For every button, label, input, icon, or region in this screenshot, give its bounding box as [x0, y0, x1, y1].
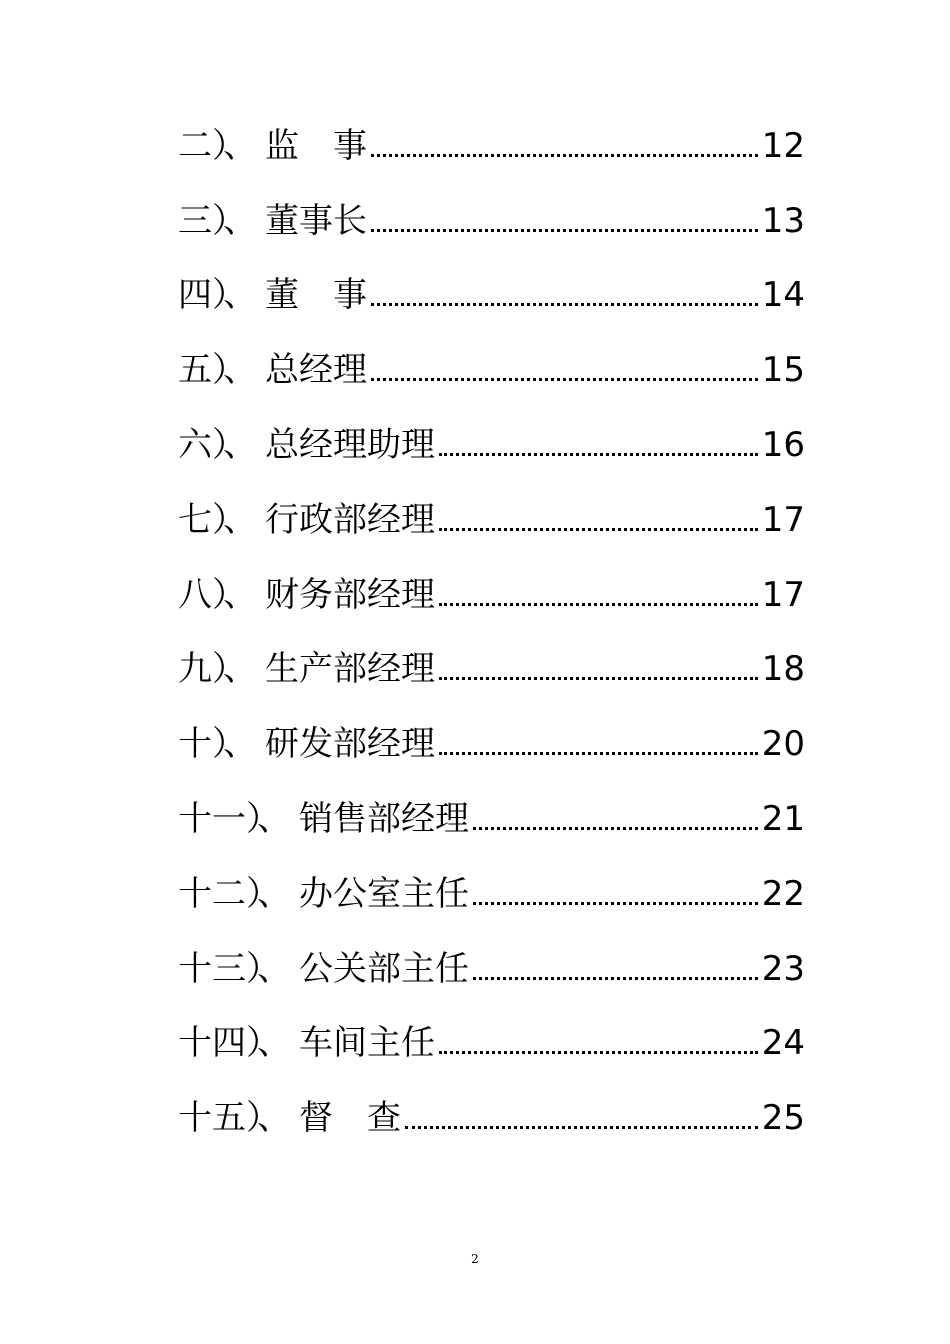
toc-entry-number: 八	[178, 574, 212, 615]
toc-entry[interactable]	[178, 1072, 805, 1147]
toc-entry[interactable]	[178, 175, 805, 250]
toc-dot-leader	[473, 790, 758, 848]
toc-entry-page: 14	[761, 275, 805, 316]
toc-entry-number: 十三	[178, 948, 246, 989]
toc-entry-punctuation: ）、	[212, 499, 251, 540]
toc-entry[interactable]	[178, 698, 805, 773]
toc-entry-page: 25	[761, 1098, 805, 1139]
toc-entry[interactable]	[178, 848, 805, 923]
toc-entry-number: 五	[178, 350, 212, 391]
toc-entry-page: 12	[761, 125, 805, 166]
toc-entry-page: 23	[761, 948, 805, 989]
toc-entry-punctuation: ）、	[246, 1098, 285, 1139]
toc-entry-number: 十	[178, 724, 212, 765]
toc-entry[interactable]	[178, 100, 805, 175]
toc-entry-number: 六	[178, 424, 212, 465]
toc-dot-leader	[371, 192, 758, 250]
toc-entry-punctuation: ）、	[212, 125, 251, 166]
toc-entry[interactable]	[178, 624, 805, 699]
toc-entry-number: 九	[178, 649, 212, 690]
toc-entry-page: 18	[761, 649, 805, 690]
page-number: 2	[471, 1252, 479, 1266]
toc-dot-leader	[439, 640, 758, 698]
toc-entry-title: 督 查	[299, 1098, 401, 1139]
toc-entry-title: 财务部经理	[265, 574, 435, 615]
toc-entry-number: 十一	[178, 798, 246, 839]
table-of-contents	[178, 100, 805, 1147]
toc-entry-punctuation: ）、	[212, 200, 251, 241]
toc-dot-leader	[405, 1089, 758, 1147]
toc-entry-punctuation: ）、	[246, 1023, 285, 1064]
toc-entry-page: 24	[761, 1023, 805, 1064]
toc-entry-page: 15	[761, 350, 805, 391]
toc-dot-leader	[439, 491, 758, 549]
toc-dot-leader	[439, 566, 758, 624]
toc-entry-title: 行政部经理	[265, 499, 435, 540]
toc-dot-leader	[473, 865, 758, 923]
toc-entry-number: 十四	[178, 1023, 246, 1064]
toc-entry[interactable]	[178, 250, 805, 325]
toc-entry-punctuation: ）、	[212, 424, 251, 465]
toc-entry-title: 生产部经理	[265, 649, 435, 690]
toc-entry-number: 二	[178, 125, 212, 166]
toc-entry-title: 董 事	[265, 275, 367, 316]
toc-dot-leader	[473, 940, 758, 998]
toc-entry-number: 十五	[178, 1098, 246, 1139]
toc-entry-title: 销售部经理	[299, 798, 469, 839]
toc-entry-punctuation: ）、	[212, 350, 251, 391]
toc-entry[interactable]	[178, 549, 805, 624]
toc-entry-number: 七	[178, 499, 212, 540]
toc-entry-number: 四	[178, 275, 212, 316]
toc-entry[interactable]	[178, 923, 805, 998]
toc-dot-leader	[439, 1014, 758, 1072]
toc-entry[interactable]	[178, 324, 805, 399]
toc-entry-punctuation: ）、	[212, 275, 251, 316]
toc-entry-punctuation: ）、	[212, 574, 251, 615]
toc-entry-punctuation: ）、	[212, 724, 251, 765]
toc-dot-leader	[371, 117, 758, 175]
toc-entry-title: 公关部主任	[299, 948, 469, 989]
toc-entry-title: 董事长	[265, 200, 367, 241]
toc-entry[interactable]	[178, 773, 805, 848]
toc-entry-number: 三	[178, 200, 212, 241]
toc-dot-leader	[439, 715, 758, 773]
toc-entry-page: 22	[761, 873, 805, 914]
toc-entry-page: 17	[761, 499, 805, 540]
toc-entry-title: 监 事	[265, 125, 367, 166]
toc-dot-leader	[439, 416, 758, 474]
toc-entry-page: 21	[761, 798, 805, 839]
toc-entry-page: 20	[761, 724, 805, 765]
toc-entry[interactable]	[178, 474, 805, 549]
toc-dot-leader	[371, 341, 758, 399]
toc-entry-punctuation: ）、	[212, 649, 251, 690]
toc-entry-title: 办公室主任	[299, 873, 469, 914]
toc-entry[interactable]	[178, 399, 805, 474]
toc-entry-page: 17	[761, 574, 805, 615]
toc-entry-title: 车间主任	[299, 1023, 435, 1064]
toc-entry-number: 十二	[178, 873, 246, 914]
toc-dot-leader	[371, 266, 758, 324]
toc-entry-punctuation: ）、	[246, 948, 285, 989]
toc-entry-title: 研发部经理	[265, 724, 435, 765]
toc-entry-punctuation: ）、	[246, 798, 285, 839]
toc-entry-title: 总经理助理	[265, 424, 435, 465]
toc-entry-title: 总经理	[265, 350, 367, 391]
toc-entry-page: 13	[761, 200, 805, 241]
toc-entry[interactable]	[178, 998, 805, 1073]
toc-entry-page: 16	[761, 424, 805, 465]
toc-entry-punctuation: ）、	[246, 873, 285, 914]
